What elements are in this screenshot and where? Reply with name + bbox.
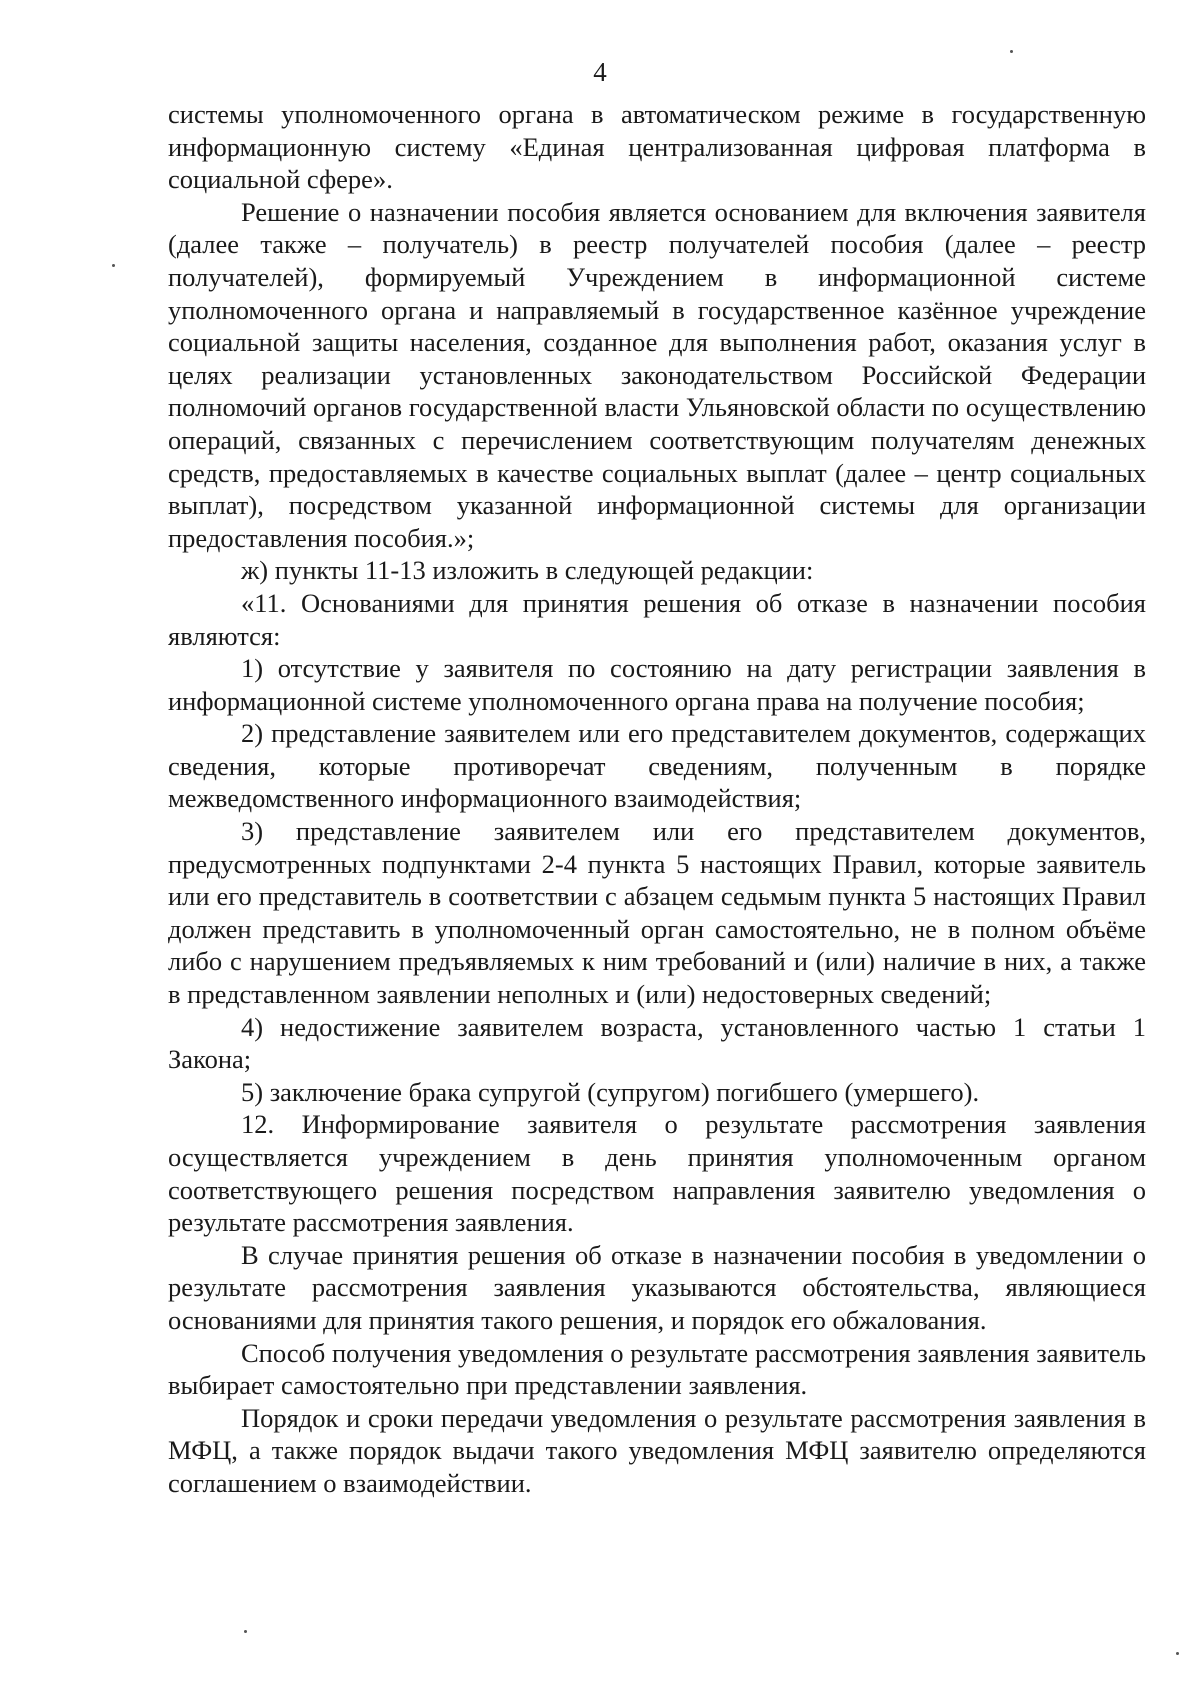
paragraph: Способ получения уведомления о результате рассмотрения заявления заявитель выбирает самостоятельно при представлении заявления.	[168, 1337, 1146, 1401]
paragraph: «11. Основаниями для принятия решения об отказе в назначении пособия являются:	[168, 587, 1146, 651]
paragraph: Порядок и сроки передачи уведомления о результате рассмотрения заявления в МФЦ, а также порядок выдачи такого уведомления МФЦ заявителю определяются соглашением о взаимодействии.	[168, 1402, 1146, 1498]
list-item: 4) недостижение заявителем возраста, установленного частью 1 статьи 1 Закона;	[168, 1011, 1146, 1075]
paragraph: ж) пункты 11-13 изложить в следующей редакции:	[241, 555, 814, 586]
paragraph: 12. Информирование заявителя о результате рассмотрения заявления осуществляется учреждением в день принятия уполномоченным органом соответствующего решения посредством направления заявителю уведомления о результате рассмотрения заявления.	[168, 1109, 1146, 1238]
page-number: 4	[593, 57, 607, 87]
scan-speck	[112, 264, 115, 267]
list-item: 5) заключение брака супругой (супругом) погибшего (умершего).	[241, 1076, 980, 1107]
paragraph: В случае принятия решения об отказе в назначении пособия в уведомлении о результате рассмотрения заявления указываются обстоятельства, являющиеся основаниями для принятия такого решения, и порядок его обжалования.	[168, 1239, 1146, 1335]
list-item: 2) представление заявителем или его представителем документов, содержащих сведения, которые противоречат сведениям, полученным в порядке межведомственного информационного взаимодействия;	[168, 718, 1146, 814]
list-item: 3) представление заявителем или его представителем документов, предусмотренных подпунктами 2-4 пункта 5 настоящих Правил, которые заявитель или его представитель в соответствии с абзацем седьмым пункта 5 настоящих Правил должен представить в уполномоченный орган самостоятельно, не в полном объёме либо с нарушением предъявляемых к ним требований и (или) наличие в них, а также в представленном заявлении неполных и (или) недостоверных сведений;	[168, 816, 1146, 1010]
paragraph: Решение о назначении пособия является основанием для включения заявителя (далее также – получатель) в реестр получателей пособия (далее – реестр получателей), формируемый Учреждением в информационной системе уполномоченного органа и направляемый в государственное казённое учреждение социальной защиты населения, созданное для выполнения работ, оказания услуг в целях реализации установленных законодательством Российской Федерации полномочий органов государственной власти Ульяновской области по осуществлению операций, связанных с перечислением соответствующим получателям денежных средств, предоставляемых в качестве социальных выплат (далее – центр социальных выплат), посредством указанной информационной системы для организации предоставления пособия.»;	[168, 196, 1146, 553]
scan-speck	[244, 1630, 247, 1633]
list-item: 1) отсутствие у заявителя по состоянию на дату регистрации заявления в информационной системе уполномоченного органа права на получение пособия;	[168, 653, 1146, 716]
scan-speck	[1176, 1652, 1179, 1655]
scan-speck	[1010, 50, 1013, 53]
paragraph: системы уполномоченного органа в автоматическом режиме в государственную информационную систему «Единая централизованная цифровая платформа в социальной сфере».	[168, 99, 1146, 195]
document-body	[168, 98, 1146, 1500]
